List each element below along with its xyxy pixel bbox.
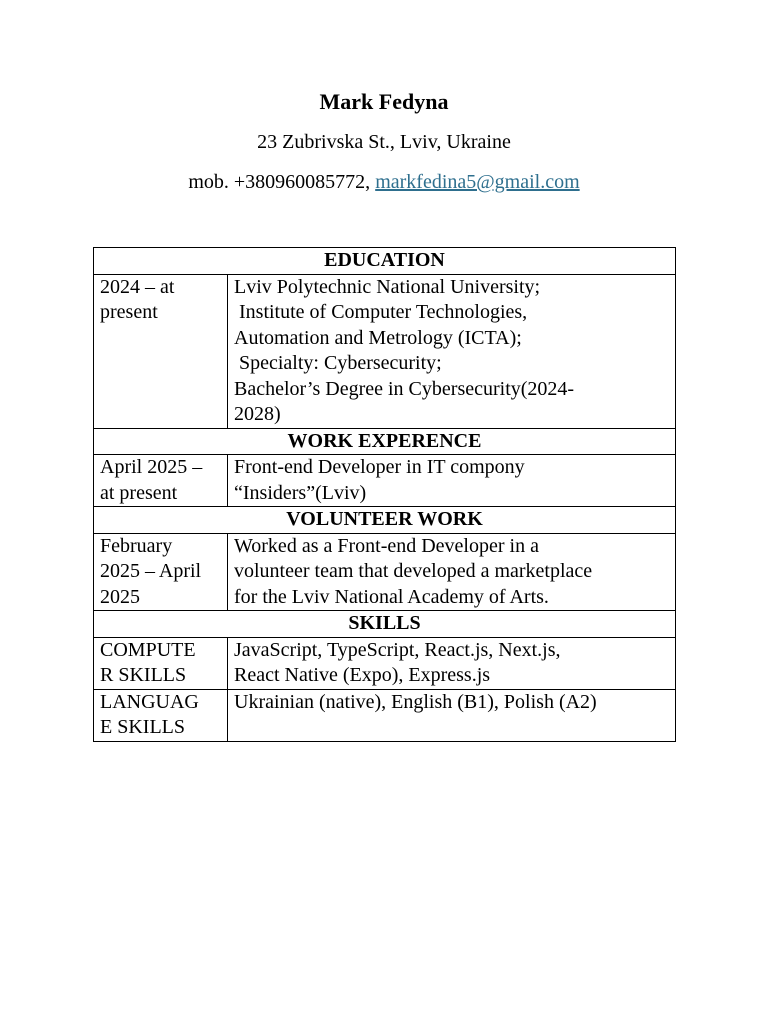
address: 23 Zubrivska St., Lviv, Ukraine	[257, 131, 511, 153]
work-heading: WORK EXPERENCE	[94, 428, 676, 455]
resume-table	[93, 247, 676, 742]
volunteer-period: February 2025 – April 2025	[94, 533, 228, 611]
contact-line	[0, 169, 768, 195]
volunteer-row	[94, 533, 676, 611]
volunteer-details: Worked as a Front-end Developer in a volunteer team that developed a marketplace for the Lviv National Academy of Arts.	[228, 533, 676, 611]
email-link[interactable]: markfedina5@gmail.com	[375, 171, 580, 193]
language-skills-row	[94, 689, 676, 741]
education-row	[94, 274, 676, 428]
language-skills-label: LANGUAG E SKILLS	[94, 689, 228, 741]
computer-skills-label: COMPUTE R SKILLS	[94, 637, 228, 689]
work-row	[94, 455, 676, 507]
computer-skills-row	[94, 637, 676, 689]
education-heading: EDUCATION	[94, 248, 676, 275]
candidate-name: Mark Fedyna	[319, 89, 449, 114]
work-details: Front-end Developer in IT compony “Insiders”(Lviv)	[228, 455, 676, 507]
mobile-number: mob. +380960085772,	[188, 171, 376, 193]
skills-heading: SKILLS	[94, 611, 676, 638]
education-period: 2024 – at present	[94, 274, 228, 428]
language-skills-value: Ukrainian (native), English (B1), Polish (A2)	[228, 689, 676, 741]
education-details: Lviv Polytechnic National University; Institute of Computer Technologies, Automation and Metrology (ICTA); Specialty: Cybersecurity; Bachelor’s Degree in Cybersecurity(2024- 2028)	[228, 274, 676, 428]
volunteer-heading: VOLUNTEER WORK	[94, 507, 676, 534]
work-period: April 2025 – at present	[94, 455, 228, 507]
computer-skills-value: JavaScript, TypeScript, React.js, Next.js, React Native (Expo), Express.js	[228, 637, 676, 689]
